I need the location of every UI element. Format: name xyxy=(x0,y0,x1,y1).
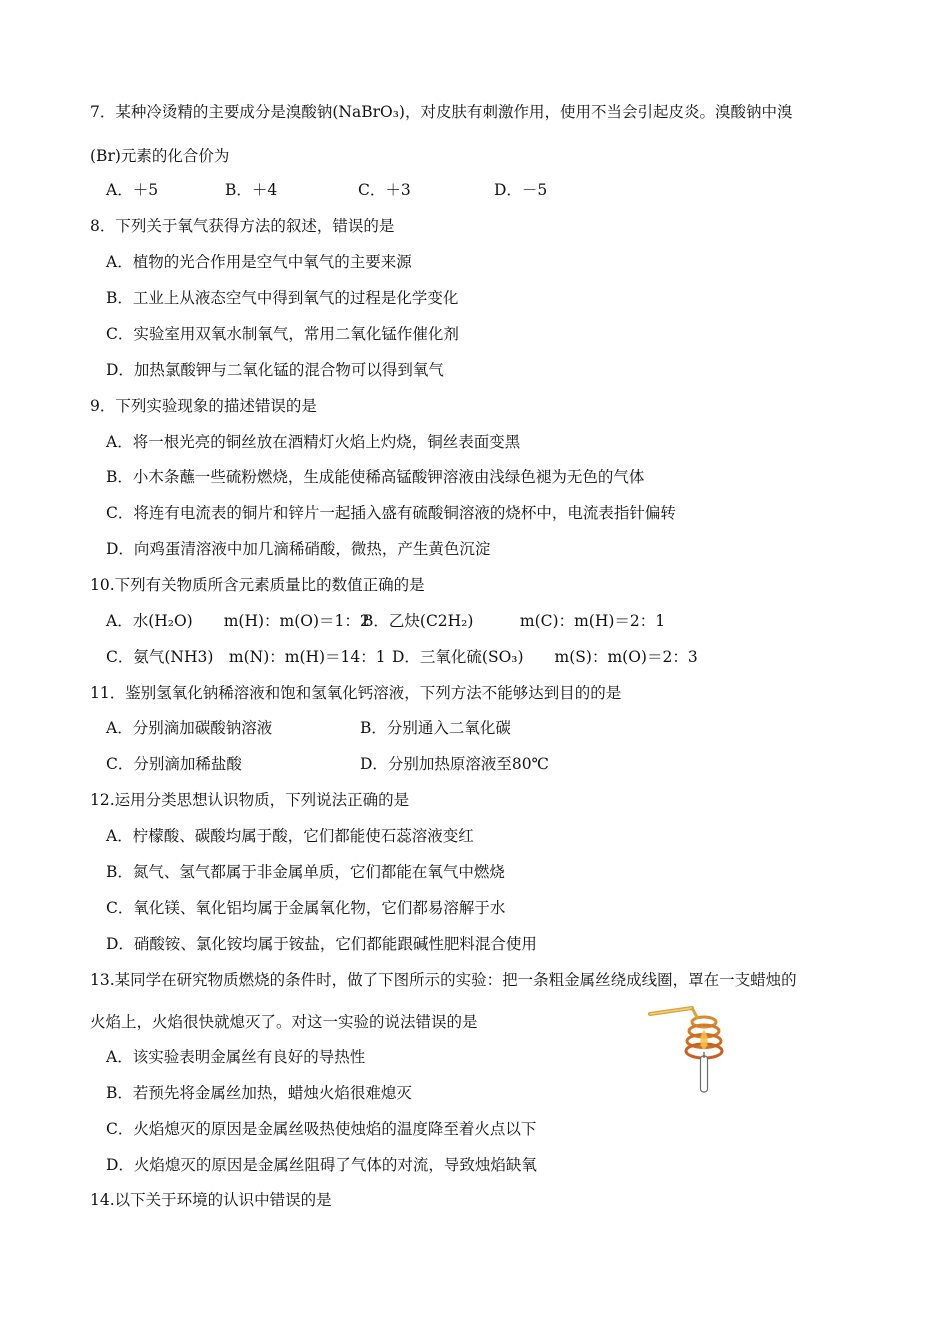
q12-option-d: D．硝酸铵、氯化铵均属于铵盐，它们都能跟碱性肥料混合使用 xyxy=(106,935,537,953)
q13-option-a: A．该实验表明金属丝有良好的导热性 xyxy=(106,1048,366,1066)
q9-option-c: C．将连有电流表的铜片和锌片一起插入盛有硫酸铜溶液的烧杯中，电流表指针偏转 xyxy=(106,504,676,522)
q7-stem-line1: 7．某种冷烫精的主要成分是溴酸钠(NaBrO₃)，对皮肤有刺激作用，使用不当会引起皮炎。溴酸钠中溴 xyxy=(90,103,793,121)
q10-option-b: B．乙炔(C2H₂) m(C)：m(H)＝2：1 xyxy=(362,612,666,630)
q13-stem-line2: 火焰上，火焰很快就熄灭了。对这一实验的说法错误的是 xyxy=(90,1013,478,1031)
q10-option-d: D．三氧化硫(SO₃) m(S)：m(O)＝2：3 xyxy=(392,648,698,666)
q10-option-a: A．水(H₂O) m(H)：m(O)＝1：2 xyxy=(106,612,370,630)
q8-option-b: B．工业上从液态空气中得到氧气的过程是化学变化 xyxy=(106,289,459,307)
q8-option-d: D．加热氯酸钾与二氧化锰的混合物可以得到氧气 xyxy=(106,361,444,379)
q13-option-c: C．火焰熄灭的原因是金属丝吸热使烛焰的温度降至着火点以下 xyxy=(106,1120,537,1138)
q11-option-a: A．分别滴加碳酸钠溶液 xyxy=(106,719,273,737)
q12-option-a: A．柠檬酸、碳酸均属于酸，它们都能使石蕊溶液变红 xyxy=(106,827,474,845)
q10-stem: 10.下列有关物质所含元素质量比的数值正确的是 xyxy=(90,576,425,594)
q7-option-b: B．＋4 xyxy=(225,181,278,199)
q8-option-c: C．实验室用双氧水制氧气，常用二氧化锰作催化剂 xyxy=(106,325,459,343)
q9-option-d: D．向鸡蛋清溶液中加几滴稀硝酸，微热，产生黄色沉淀 xyxy=(106,540,491,558)
q14-stem: 14.以下关于环境的认识中错误的是 xyxy=(90,1191,332,1209)
q11-option-c: C．分别滴加稀盐酸 xyxy=(106,755,242,773)
q9-option-a: A．将一根光亮的铜丝放在酒精灯火焰上灼烧，铜丝表面变黑 xyxy=(106,433,521,451)
q12-option-b: B．氮气、氢气都属于非金属单质，它们都能在氧气中燃烧 xyxy=(106,863,505,881)
q8-stem: 8．下列关于氧气获得方法的叙述，错误的是 xyxy=(90,217,395,235)
q8-option-a: A．植物的光合作用是空气中氧气的主要来源 xyxy=(106,253,412,271)
q11-option-d: D．分别加热原溶液至80℃ xyxy=(360,755,549,773)
q7-option-a: A．＋5 xyxy=(106,181,159,199)
q9-stem: 9．下列实验现象的描述错误的是 xyxy=(90,397,317,415)
q9-option-b: B．小木条蘸一些硫粉燃烧，生成能使稀高锰酸钾溶液由浅绿色褪为无色的气体 xyxy=(106,468,645,486)
q13-option-d: D．火焰熄灭的原因是金属丝阻碍了气体的对流，导致烛焰缺氧 xyxy=(106,1156,537,1174)
q11-stem: 11．鉴别氢氧化钠稀溶液和饱和氢氧化钙溶液，下列方法不能够达到目的的是 xyxy=(90,684,622,702)
q12-option-c: C．氧化镁、氧化铝均属于金属氧化物，它们都易溶解于水 xyxy=(106,899,506,917)
coil-candle-figure xyxy=(648,1000,728,1096)
q13-option-b: B．若预先将金属丝加热，蜡烛火焰很难熄灭 xyxy=(106,1084,412,1102)
q7-option-c: C．＋3 xyxy=(358,181,411,199)
q10-option-c: C．氨气(NH3) m(N)：m(H)＝14：1 xyxy=(106,648,386,666)
q7-option-d: D．－5 xyxy=(494,181,548,199)
q11-option-b: B．分别通入二氧化碳 xyxy=(360,719,511,737)
q13-stem-line1: 13.某同学在研究物质燃烧的条件时，做了下图所示的实验：把一条粗金属丝绕成线圈，罩在一支蜡烛的 xyxy=(90,971,797,989)
q12-stem: 12.运用分类思想认识物质，下列说法正确的是 xyxy=(90,791,410,809)
q7-stem-line2: (Br)元素的化合价为 xyxy=(90,147,230,165)
